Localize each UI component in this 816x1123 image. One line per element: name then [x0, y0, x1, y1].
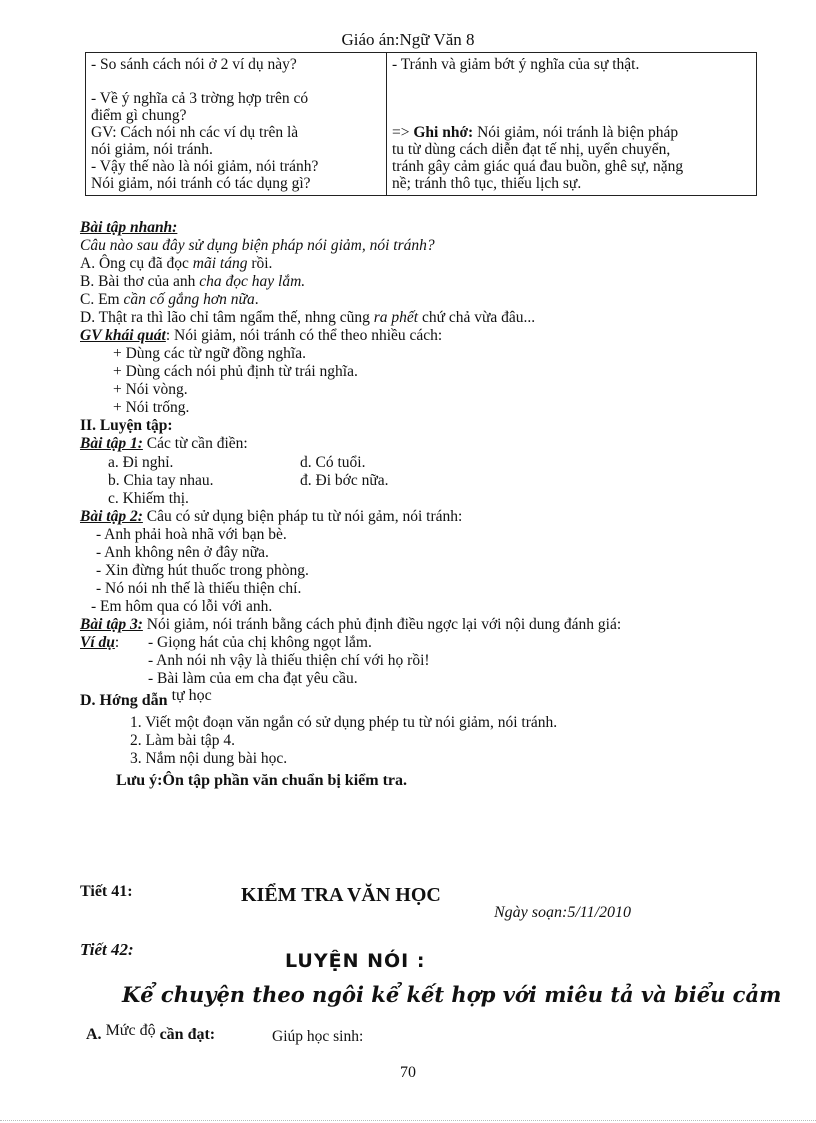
- table-left-line: - Về ý nghĩa cả 3 trờng hợp trên có: [91, 90, 309, 107]
- exercise-2-item: - Em hôm qua có lỗi với anh.: [91, 598, 273, 615]
- lesson-table: [85, 52, 757, 196]
- gv-summary-label: GV khái quát: [80, 327, 166, 344]
- note: Lưu ý:Ôn tập phần văn chuẩn bị kiểm tra.: [116, 772, 408, 789]
- date-prepared: Ngày soạn:5/11/2010: [494, 904, 632, 921]
- exercise-1-item: đ. Đi bớc nữa.: [300, 472, 389, 489]
- section-a-text: Giúp học sinh:: [272, 1028, 364, 1045]
- homework-item: 1. Viết một đoạn văn ngắn có sử dụng phép tu từ nói giảm, nói tránh.: [130, 714, 558, 731]
- table-left-line: điểm gì chung?: [91, 107, 187, 124]
- exercise-2-item: - Xin đừng hút thuốc trong phòng.: [96, 562, 309, 579]
- option-c: C. Em cần cố gắng hơn nữa.: [80, 291, 259, 308]
- lesson-42-label: Tiết 42:: [80, 940, 134, 959]
- gv-item: + Dùng cách nói phủ định từ trái nghĩa.: [113, 363, 358, 380]
- lesson-42-subtitle: Kể chuyện theo ngôi kể kết hợp với miêu tả và biểu cảm: [122, 982, 782, 1007]
- example-item: - Bài làm của em cha đạt yêu cầu.: [148, 670, 358, 687]
- table-left-gap: [91, 73, 381, 90]
- gv-item: + Nói trống.: [113, 399, 190, 416]
- section-a: A. Mức độ cần đạt:: [86, 1022, 216, 1043]
- ghi-nho-label: Ghi nhớ:: [413, 124, 474, 141]
- table-right-line: nề; tránh thô tục, thiếu lịch sự.: [392, 175, 582, 192]
- table-left-line: - Vậy thế nào là nói giảm, nói tránh?: [91, 158, 319, 175]
- table-right-cell: [387, 53, 757, 196]
- exercise-2-item: - Anh không nên ở đây nữa.: [96, 544, 269, 561]
- arrow-text: =>: [392, 124, 414, 141]
- homework-item: 3. Nắm nội dung bài học.: [130, 750, 288, 767]
- option-b: B. Bài thơ của anh cha đọc hay lắm.: [80, 273, 306, 290]
- exercise-2-item: - Nó nói nh thế là thiếu thiện chí.: [96, 580, 302, 597]
- exercise-1-item: a. Đi nghỉ.: [108, 454, 174, 471]
- homework-item: 2. Làm bài tập 4.: [130, 732, 236, 749]
- page-number: 70: [400, 1064, 416, 1081]
- quick-exercise-label: Bài tập nhanh:: [80, 219, 178, 236]
- table-left-line: Nói giảm, nói tránh có tác dụng gì?: [91, 175, 311, 192]
- example-item: - Anh nói nh vậy là thiếu thiện chí với họ rồi!: [148, 652, 430, 669]
- page-header: Giáo án:Ngữ Văn 8: [341, 30, 475, 49]
- lesson-41-label: Tiết 41:: [80, 883, 133, 900]
- ghi-nho-text: Nói giảm, nói tránh là biện pháp: [473, 124, 679, 141]
- exercise-3: Bài tập 3: Nói giảm, nói tránh bằng cách phủ định điều ngợc lại với nội dung đánh giá:: [80, 616, 622, 633]
- table-right-line: - Tránh và giảm bớt ý nghĩa của sự thật.: [392, 56, 640, 73]
- section-heading-luyen-tap: II. Luyện tập:: [80, 417, 173, 434]
- lesson-42-title: LUYỆN NÓI :: [285, 950, 426, 972]
- quick-question: Câu nào sau đây sử dụng biện pháp nói giảm, nói tránh?: [80, 237, 435, 254]
- exercise-2-item: - Anh phải hoà nhã với bạn bè.: [96, 526, 287, 543]
- lesson-41-title: KIỂM TRA VĂN HỌC: [241, 884, 441, 906]
- exercise-2: Bài tập 2: Câu có sử dụng biện pháp tu từ nói gảm, nói tránh:: [80, 508, 463, 525]
- gv-summary: GV khái quát: Nói giảm, nói tránh có thể theo nhiều cách:: [80, 327, 443, 344]
- gv-item: + Nói vòng.: [113, 381, 188, 398]
- table-left-line: nói giảm, nói tránh.: [91, 141, 213, 158]
- table-right-line: tránh gây cảm giác quá đau buồn, ghê sự, nặng: [392, 158, 684, 175]
- example-item: - Giọng hát của chị không ngọt lắm.: [148, 634, 372, 651]
- option-d: D. Thật ra thì lão chỉ tâm ngẩm thế, nhng cũng ra phết chứ chả vừa đâu...: [80, 309, 536, 326]
- ghi-nho-line: [392, 124, 751, 141]
- option-a: A. Ông cụ đã đọc mãi táng rồi.: [80, 255, 273, 272]
- gv-item: + Dùng các từ ngữ đồng nghĩa.: [113, 345, 306, 362]
- table-right-gap: [392, 73, 751, 124]
- exercise-1: Bài tập 1: Các từ cần điền:: [80, 435, 248, 452]
- exercise-1-item: d. Có tuổi.: [300, 454, 366, 471]
- exercise-1-item: c. Khiếm thị.: [108, 490, 189, 507]
- table-left-line: - So sánh cách nói ở 2 ví dụ này?: [91, 56, 297, 73]
- section-heading-huong-dan: D. Hớng dẫn tự học: [80, 687, 212, 709]
- exercise-1-item: b. Chia tay nhau.: [108, 472, 214, 489]
- table-left-cell: [86, 53, 387, 196]
- table-left-line: GV: Cách nói nh các ví dụ trên là: [91, 124, 299, 141]
- example-label: Ví dụ:: [80, 634, 120, 651]
- table-right-line: tu từ dùng cách diễn đạt tế nhị, uyển chuyển,: [392, 141, 671, 158]
- page-bottom-rule: [0, 1120, 816, 1122]
